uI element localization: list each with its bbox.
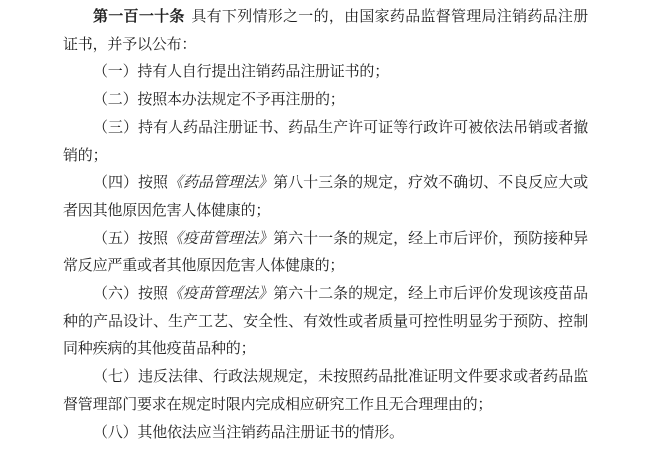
clause-item-4	[63, 170, 588, 225]
clause-text: （一）持有人自行提出注销药品注册证书的；	[93, 64, 390, 81]
law-citation: 《疫苗管理法》	[168, 286, 274, 303]
clause-item-3	[63, 115, 588, 170]
clause-item-7	[63, 364, 588, 419]
law-citation: 《药品管理法》	[168, 175, 274, 192]
clause-text: （四）按照	[93, 175, 169, 192]
clause-text: 第六十一条的规定，经上市后评价，预防接种异常反应严重或者其他原因危害人体健康的；	[63, 230, 588, 275]
article-number: 第一百一十条	[93, 9, 185, 25]
clause-text: 第六十二条的规定，经上市后评价发现该疫苗品种的产品设计、生产工艺、安全性、有效性或者质量可控性明显劣于预防、控制同种疾病的其他疫苗品种的；	[63, 286, 588, 358]
clause-text: （五）按照	[93, 230, 169, 247]
law-citation: 《疫苗管理法》	[168, 230, 274, 247]
clause-text: （六）按照	[93, 286, 169, 303]
article-intro-paragraph	[63, 4, 588, 59]
clause-item-2	[63, 87, 588, 115]
clause-item-8	[63, 420, 588, 448]
clause-text: 第八十三条的规定，疗效不确切、不良反应大或者因其他原因危害人体健康的；	[63, 175, 588, 219]
clause-text: （七）违反法律、行政法规规定，未按照药品批准证明文件要求或者药品监督管理部门要求在规定时限内完成相应研究工作且无合理理由的；	[63, 369, 588, 413]
clause-item-1	[63, 59, 588, 87]
clause-item-5	[63, 226, 588, 281]
clause-text: （八）其他依法应当注销药品注册证书的情形。	[93, 424, 404, 441]
article-intro-text: 具有下列情形之一的，由国家药品监督管理局注销药品注册证书，并予以公布：	[63, 9, 588, 53]
clause-text: （二）按照本办法规定不予再注册的；	[93, 92, 345, 109]
clause-item-6	[63, 281, 588, 364]
clause-text: （三）持有人药品注册证书、药品生产许可证等行政许可被依法吊销或者撤销的；	[63, 119, 588, 164]
